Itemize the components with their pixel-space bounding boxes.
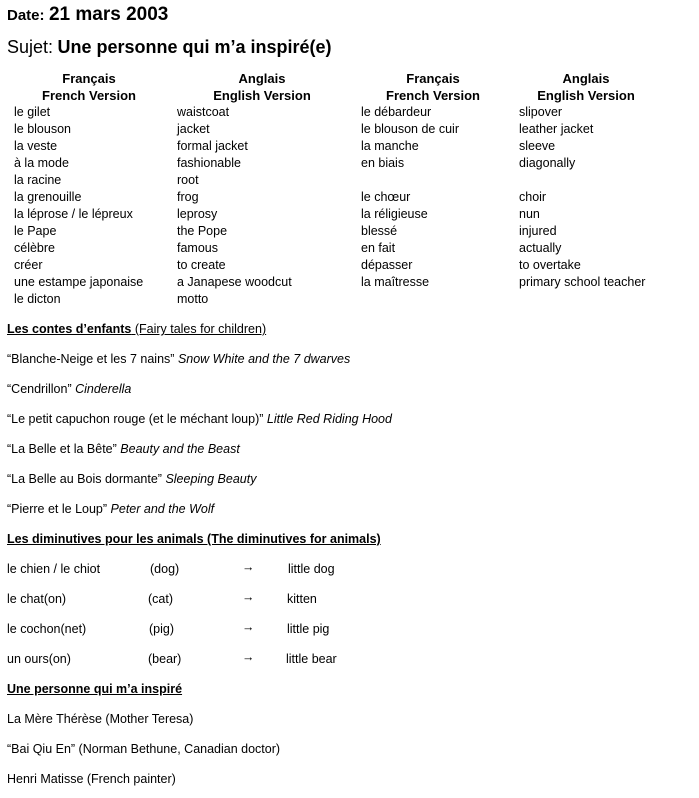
vocab-cell: frog [177,190,199,204]
vocab-cell: la grenouille [14,190,82,204]
diminutive-english: (cat) [148,592,173,606]
vocab-cell: le dicton [14,292,61,306]
vocab-cell: dépasser [361,258,413,272]
vocab-cell: motto [177,292,209,306]
arrow-right-icon: → [242,560,255,574]
fairy-tale-english: Beauty and the Beast [120,442,240,456]
fairy-tale-french: “Pierre et le Loup” [7,502,108,516]
fairy-tale-english: Little Red Riding Hood [266,412,392,426]
vocab-column-english-2 [519,104,645,308]
vocab-cell: a Janapese woodcut [177,275,292,289]
vocab-cell: la maîtresse [361,275,430,289]
inspiring-person-item: La Mère Thérèse (Mother Teresa) [7,712,194,726]
fairy-tale-english: Sleeping Beauty [165,472,257,486]
date-value: 21 mars 2003 [48,4,169,25]
vocab-cell: fashionable [177,156,241,170]
diminutive-result: little pig [287,622,330,636]
vocab-column-french-2 [361,104,459,308]
vocab-header-bottom: English Version [213,88,311,103]
vocab-cell: sleeve [519,139,556,153]
fairy-tale-item [7,382,131,396]
fairy-tale-item [7,502,214,516]
vocab-cell: the Pope [177,224,228,238]
vocab-cell: to create [177,258,226,272]
vocab-cell: to overtake [519,258,581,272]
diminutive-english: (bear) [148,652,182,666]
vocab-header-bottom: French Version [42,88,136,103]
fairy-tale-french: “La Belle et la Bête” [7,442,117,456]
vocab-cell: root [177,173,199,187]
vocab-cell: leprosy [177,207,218,221]
arrow-right-icon: → [242,590,255,604]
vocab-cell: la réligieuse [361,207,428,221]
vocab-cell: jacket [177,122,210,136]
date-label: Date: [7,7,45,24]
vocab-cell: le Pape [14,224,57,238]
subject-value: Une personne qui m’a inspiré(e) [57,37,332,57]
vocab-cell: choir [519,190,547,204]
inspiring-person-item: Henri Matisse (French painter) [7,772,176,786]
vocab-cell: une estampe japonaise [14,275,144,289]
vocab-header-top: Anglais [238,71,286,86]
fairy-tale-item [7,472,256,486]
vocab-cell: en biais [361,156,405,170]
vocab-cell: famous [177,241,218,255]
vocab-cell: leather jacket [519,122,594,136]
inspiring-people-heading: Une personne qui m’a inspiré [7,682,183,696]
vocab-cell: waistcoat [177,105,230,119]
diminutive-result: kitten [287,592,317,606]
vocab-cell: actually [519,241,562,255]
fairy-tale-item [7,442,240,456]
subject-label: Sujet: [7,37,54,57]
vocab-cell: la racine [14,173,62,187]
vocab-cell [519,291,645,308]
vocab-cell: le blouson de cuir [361,122,459,136]
fairy-tale-french: “Le petit capuchon rouge (et le méchant loup)” [7,412,264,426]
vocab-cell: le débardeur [361,105,432,119]
vocab-cell: blessé [361,224,398,238]
vocab-cell: nun [519,207,540,221]
vocab-header-bottom: English Version [537,88,635,103]
fairy-tale-english: Peter and the Wolf [110,502,215,516]
vocab-cell: la léprose / le lépreux [14,207,133,221]
vocab-header-english-2 [531,70,641,104]
vocab-cell: à la mode [14,156,69,170]
fairy-tales-heading [7,322,266,336]
diminutive-english: (pig) [149,622,175,636]
vocab-cell: diagonally [519,156,576,170]
diminutives-heading: Les diminutives pour les animals (The diminutives for animals) [7,532,381,546]
vocab-header-top: Anglais [562,71,610,86]
vocab-cell: en fait [361,241,396,255]
vocab-cell: le blouson [14,122,71,136]
vocab-column-french-1 [14,104,143,308]
vocab-cell: formal jacket [177,139,248,153]
fairy-tale-french: “Blanche-Neige et les 7 nains” [7,352,175,366]
vocab-cell: créer [14,258,43,272]
fairy-tale-english: Cinderella [75,382,132,396]
diminutive-result: little bear [286,652,337,666]
inspiring-person-item: “Bai Qiu En” (Norman Bethune, Canadian doctor) [7,742,281,756]
fairy-tale-item [7,412,392,426]
diminutive-french: le chien / le chiot [7,562,101,576]
arrow-right-icon: → [242,650,255,664]
vocab-header-bottom: French Version [386,88,480,103]
diminutive-english: (dog) [150,562,180,576]
diminutive-french: le cochon(net) [7,622,87,636]
vocab-cell: slipover [519,105,563,119]
vocab-header-top: Français [62,71,116,86]
vocab-cell: la manche [361,139,419,153]
arrow-right-icon: → [242,620,255,634]
vocab-column-english-1 [177,104,292,308]
fairy-tale-item [7,352,350,366]
vocab-cell: injured [519,224,557,238]
subject-line [7,37,332,58]
fairy-tales-heading-note: (Fairy tales for children) [131,322,267,336]
vocab-cell: célèbre [14,241,55,255]
diminutive-result: little dog [288,562,335,576]
vocab-cell: le chœur [361,190,411,204]
fairy-tale-french: “Cendrillon” [7,382,72,396]
vocab-cell [361,172,459,189]
vocab-header-english-1 [207,70,317,104]
vocab-header-top: Français [406,71,460,86]
fairy-tale-english: Snow White and the 7 dwarves [177,352,351,366]
vocab-header-french-1 [40,70,138,104]
vocab-cell [361,291,459,308]
vocab-cell: la veste [14,139,58,153]
fairy-tale-french: “La Belle au Bois dormante” [7,472,162,486]
vocab-cell [519,172,645,189]
date-line [7,4,168,26]
diminutive-french: un ours(on) [7,652,71,666]
vocab-header-french-2 [384,70,482,104]
vocab-cell: primary school teacher [519,275,646,289]
diminutive-french: le chat(on) [7,592,67,606]
fairy-tales-heading-text: Les contes d’enfants [7,322,132,336]
vocab-cell: le gilet [14,105,51,119]
